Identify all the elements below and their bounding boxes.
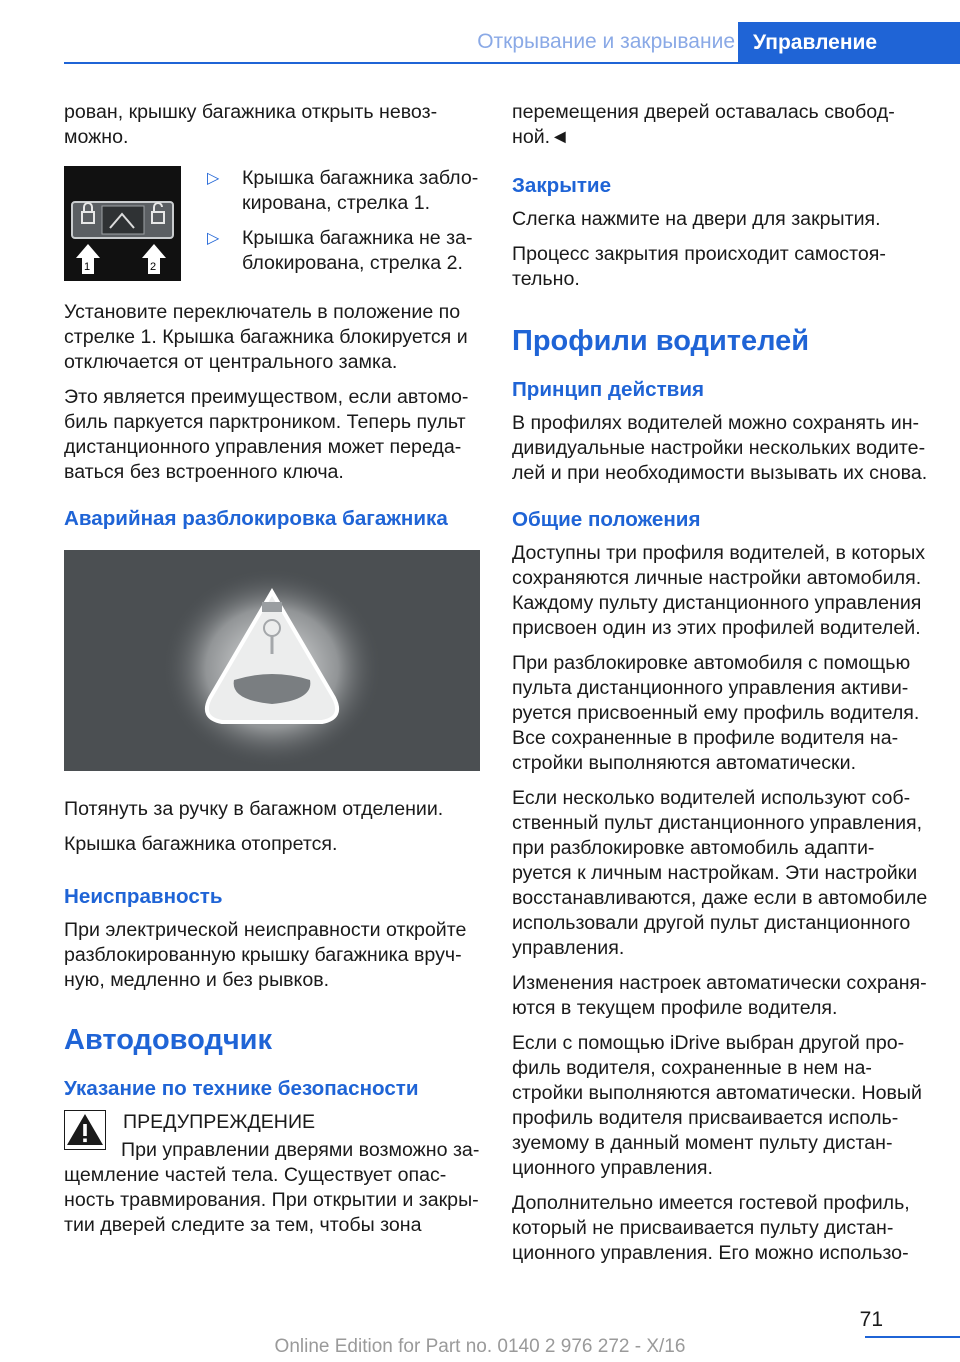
paragraph: Дополнительно имеется гостевой профиль, который не присваивается пульту дистан-ционного управления. Его можно использо- [512, 1192, 910, 1264]
footer-edition: Online Edition for Part no. 0140 2 976 272 - X/16 [274, 1336, 686, 1357]
heading-emergency-release: Аварийная разблокировка багажника [64, 507, 448, 530]
bullet-list [207, 166, 480, 286]
list-item [207, 166, 480, 216]
paragraph: рован, крышку багажника открыть невоз-можно. [64, 101, 438, 148]
heading-closing: Закрытие [512, 174, 612, 197]
paragraph: Изменения настроек автоматически сохраня-ются в текущем профиле водителя. [512, 972, 927, 1019]
warning-triangle-icon [64, 1110, 106, 1150]
paragraph: перемещения дверей оставалась свобод-ной.◄ [512, 101, 895, 148]
right-column [512, 100, 930, 1276]
list-item-text: Крышка багажника не за-блокирована, стрелка 2. [242, 227, 473, 274]
arrow-label-1: 1 [84, 261, 91, 273]
page-number: 71 [859, 1308, 883, 1331]
heading-driver-profiles: Профили водителей [512, 325, 810, 357]
switch-illustration-row [64, 166, 480, 286]
heading-general: Общие положения [512, 508, 701, 531]
heading-safety-note: Указание по технике безопасности [64, 1077, 419, 1100]
heading-soft-close: Автодоводчик [64, 1024, 273, 1056]
heading-principle: Принцип действия [512, 378, 705, 401]
paragraph: Крышка багажника отопрется. [64, 833, 338, 855]
paragraph: При разблокировке автомобиля с помощью пульта дистанционного управления активи-руется присвоенный ему профиль водителя. Все сохраненные в профиле водителя на-стройки выполняются автоматически. [512, 652, 920, 774]
warning-title: ПРЕДУПРЕЖДЕНИЕ [123, 1111, 316, 1133]
paragraph: Процесс закрытия происходит самостоя-тельно. [512, 243, 886, 290]
paragraph: Если с помощью iDrive выбран другой про-филь водителя, сохраненные в нем на-стройки выполняются автоматически. Новый профиль водителя присваивается исполь-зуемому в данный момент пульту дистан-ционного управления. [512, 1032, 922, 1179]
trunk-lock-switch-graphic [64, 166, 181, 281]
header-section-title: Открывание и закрывание [477, 30, 735, 53]
left-column [64, 100, 480, 1248]
paragraph: Слегка нажмите на двери для закрытия. [512, 208, 881, 230]
arrow-label-2: 2 [150, 261, 157, 273]
paragraph: Это является преимуществом, если автомо-биль паркуется парктроником. Теперь пульт дистанционного управления может переда-ваться без встроенного ключа. [64, 386, 469, 483]
bullet-triangle-icon: ▷ [207, 230, 220, 247]
paragraph: Потянуть за ручку в багажном отделении. [64, 798, 444, 820]
release-handle-graphic [64, 550, 480, 771]
trunk-lock-switch-image [64, 166, 181, 281]
paragraph: Доступны три профиля водителей, в которых сохраняются личные настройки автомобиля. Каждому пульту дистанционного управления присвоен один из этих профилей водителей. [512, 542, 926, 639]
list-item-text: Крышка багажника забло-кирована, стрелка 1. [242, 167, 479, 214]
warning-text: При управлении дверями возможно за-щемление частей тела. Существует опас-ность травмирования. При открытии и закры-тии дверей следите за тем, чтобы зона [64, 1139, 480, 1236]
header-rule [64, 62, 960, 64]
paragraph: Если несколько водителей используют соб-ственный пульт дистанционного управления, при разблокировке автомобиль адапти-руется к личным настройкам. Эти настройки восстанавливаются, даже если в автомобиле использовали другой пульт дистанционного управления. [512, 787, 928, 959]
header-chapter-tab: Управление [738, 22, 960, 64]
heading-malfunction: Неисправность [64, 885, 223, 908]
list-item [207, 226, 480, 276]
paragraph: Установите переключатель в положение по стрелке 1. Крышка багажника блокируется и отключается от центрального замка. [64, 301, 468, 373]
paragraph: В профилях водителей можно сохранять ин-дивидуальные настройки нескольких водите-лей и при необходимости вызывать их снова. [512, 412, 928, 484]
bullet-triangle-icon: ▷ [207, 170, 220, 187]
emergency-release-handle-image [64, 550, 480, 771]
paragraph: При электрической неисправности откройте разблокированную крышку багажника вруч-ную, медленно и без рывков. [64, 919, 467, 991]
